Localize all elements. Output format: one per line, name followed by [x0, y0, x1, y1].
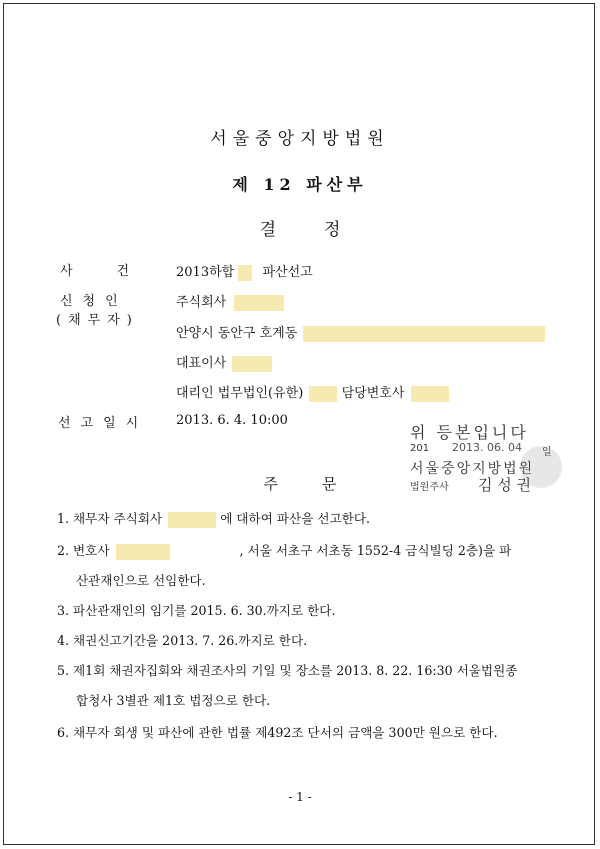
agent: [176, 382, 449, 402]
company-prefix: 주식회사: [176, 295, 227, 310]
stamp-court: 서울중앙지방법원: [410, 461, 535, 477]
date-value: 2013. 6. 4. 10:00: [176, 413, 288, 428]
order-item-4: 4. 채권신고기간을 2013. 7. 26.까지로 한다.: [57, 633, 308, 648]
redaction-block: [411, 386, 449, 402]
address-prefix: 안양시 동안구 호계동: [176, 326, 298, 341]
order-item-1-suffix: 에 대하여 파산을 선고한다.: [220, 511, 371, 526]
redaction-block: [238, 265, 252, 281]
division-name: 제 12 파산부: [232, 175, 368, 194]
redaction-block: [309, 386, 337, 402]
date-label: 선고일시: [58, 416, 149, 431]
order-item-2-suffix: , 서울 서초구 서초동 1552-4 금식빌딩 2층)을 파: [239, 543, 512, 558]
case-label: 사건: [60, 264, 174, 279]
stamp-year: 201: [410, 443, 430, 454]
order-item-3: 3. 파산관재인의 임기를 2015. 6. 30.까지로 한다.: [57, 603, 336, 618]
order-item-2: [57, 540, 511, 560]
applicant-label: 신청인: [60, 294, 128, 309]
applicant-address: [176, 322, 545, 342]
agent-prefix: 대리인 법무법인(유한): [176, 386, 304, 401]
case-number-text: 2013하합: [176, 265, 235, 280]
order-item-2-prefix: 2. 변호사: [57, 543, 110, 558]
order-item-5: 5. 제1회 채권자집회와 채권조사의 기일 및 장소를 2013. 8. 22. 16:30 서울법원종: [57, 663, 518, 678]
debtor-label: (채무자): [56, 313, 139, 328]
certified-copy-stamp: 위 등본입니다: [410, 423, 529, 442]
representative-prefix: 대표이사: [176, 356, 227, 371]
redaction-block: [116, 544, 170, 560]
lawyer-prefix: 담당변호사: [341, 386, 405, 401]
representative: [176, 352, 272, 372]
order-item-2-cont: 산관재인으로 선임한다.: [76, 573, 206, 588]
stamp-day: 일: [542, 447, 552, 458]
order-item-6: 6. 채무자 회생 및 파산에 관한 법률 제492조 단서의 금액을 300만 원으로 한다.: [57, 725, 498, 740]
court-name: 서울중앙지방법원: [210, 129, 390, 149]
order-title: 주문: [263, 475, 381, 493]
order-item-1-prefix: 1. 채무자 주식회사: [57, 511, 163, 526]
redaction-block: [232, 356, 272, 372]
applicant-company: [176, 291, 284, 311]
document-title: 결정: [259, 220, 389, 240]
redaction-block: [168, 512, 216, 528]
stamp-officer-title: 법원주사: [410, 482, 449, 493]
stamp-officer-name: 김 성 권: [478, 476, 532, 494]
order-item-1: [57, 508, 370, 528]
order-item-5-cont: 합청사 3별관 제1호 법정으로 한다.: [76, 693, 271, 708]
stamp-date: 2013. 06. 04: [452, 441, 522, 454]
case-number: [176, 261, 313, 281]
page-number: - 1 -: [288, 790, 312, 804]
redaction-block: [303, 326, 545, 342]
case-type: 파산선고: [262, 265, 313, 280]
redaction-block: [234, 295, 284, 311]
